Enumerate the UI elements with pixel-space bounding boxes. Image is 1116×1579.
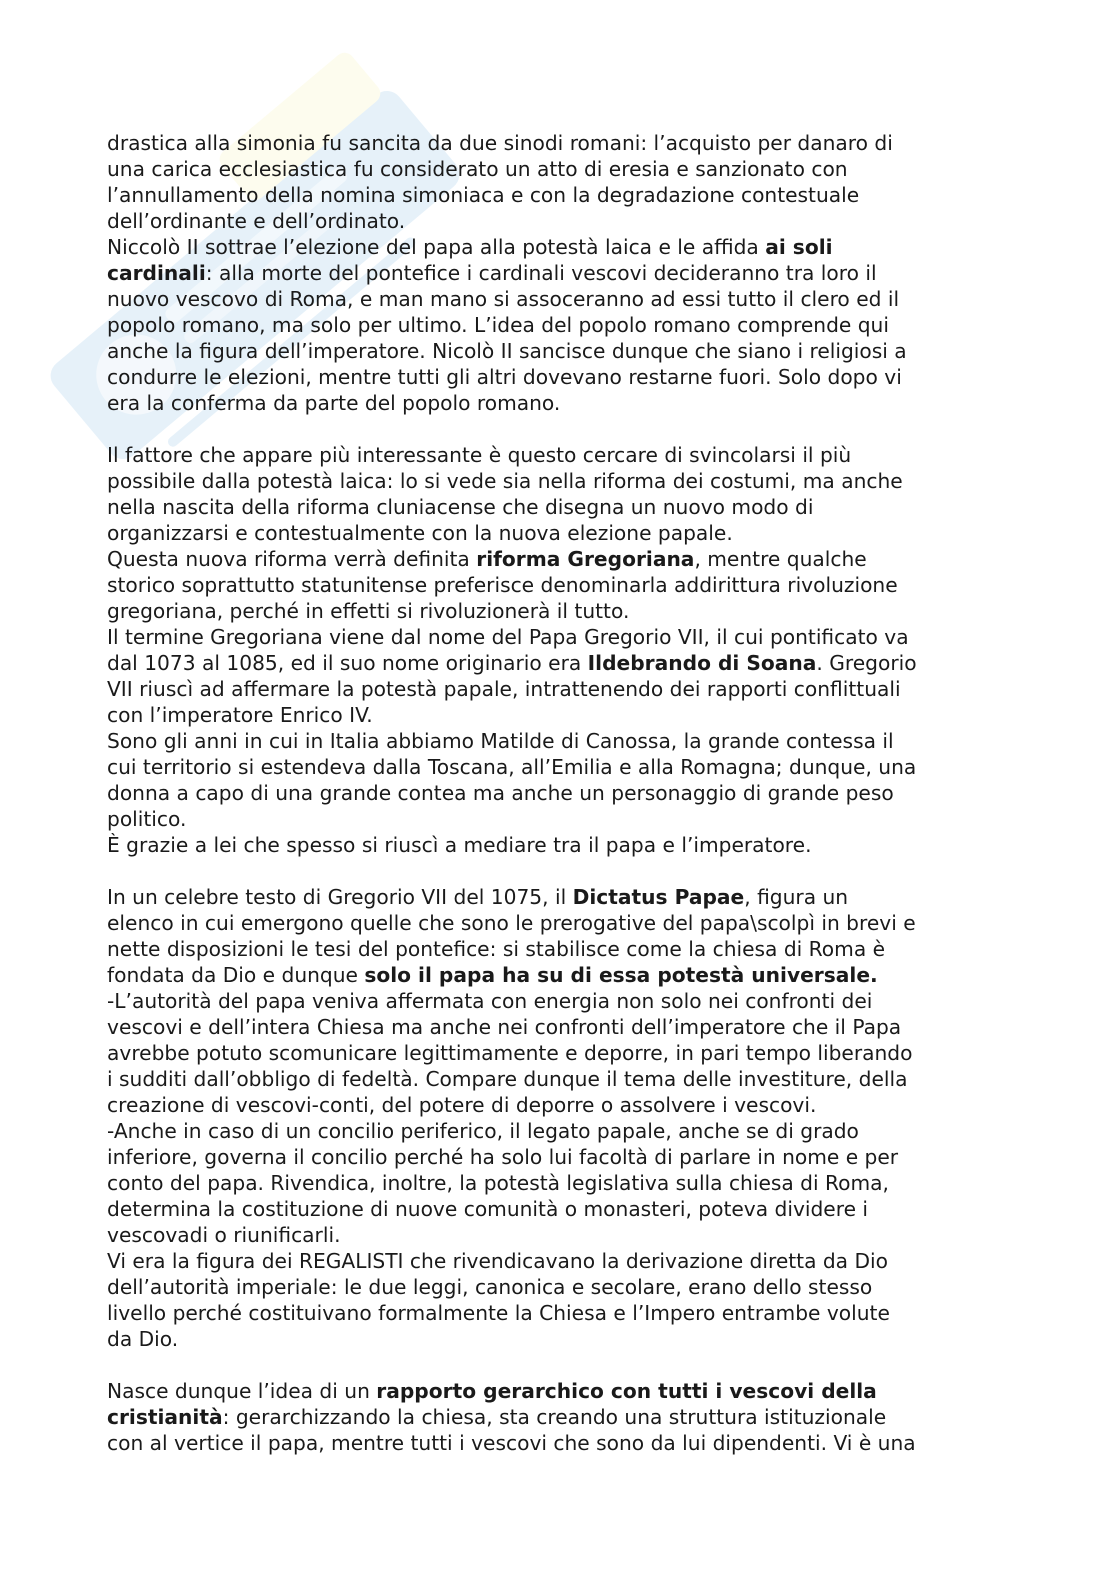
text-run: con l’imperatore Enrico IV.: [107, 703, 373, 727]
paragraph-spacer: [107, 416, 1012, 442]
text-line: [107, 1378, 1012, 1404]
bold-text: Ildebrando di Soana: [587, 651, 817, 675]
paragraph: [107, 884, 1012, 1352]
text-run: condurre le elezioni, mentre tutti gli altri dovevano restarne fuori. Solo dopo vi: [107, 365, 902, 389]
text-line: [107, 1404, 1012, 1430]
text-run: fondata da Dio e dunque: [107, 963, 365, 987]
text-run: In un celebre testo di Gregorio VII del 1075, il: [107, 885, 573, 909]
text-run: Sono gli anni in cui in Italia abbiamo Matilde di Canossa, la grande contessa il: [107, 729, 894, 753]
bold-text: cristianità: [107, 1405, 223, 1429]
text-run: una carica ecclesiastica fu considerato un atto di eresia e sanzionato con: [107, 157, 848, 181]
text-run: livello perché costituivano formalmente la Chiesa e l’Impero entrambe volute: [107, 1301, 890, 1325]
text-run: , figura un: [744, 885, 849, 909]
text-line: [107, 806, 1012, 832]
bold-text: cardinali: [107, 261, 206, 285]
text-line: [107, 208, 1012, 234]
text-line: [107, 338, 1012, 364]
text-line: [107, 312, 1012, 338]
text-line: [107, 156, 1012, 182]
text-run: era la conferma da parte del popolo romano.: [107, 391, 561, 415]
text-line: [107, 1040, 1012, 1066]
text-run: dell’autorità imperiale: le due leggi, canonica e secolare, erano dello stesso: [107, 1275, 873, 1299]
bold-text: solo il papa ha su di essa potestà universale.: [364, 963, 878, 987]
text-line: [107, 962, 1012, 988]
text-line: [107, 624, 1012, 650]
text-line: [107, 988, 1012, 1014]
text-run: da Dio.: [107, 1327, 179, 1351]
text-run: Nasce dunque l’idea di un: [107, 1379, 377, 1403]
paragraph: [107, 130, 1012, 416]
text-line: [107, 702, 1012, 728]
text-line: [107, 390, 1012, 416]
text-line: [107, 468, 1012, 494]
text-line: [107, 546, 1012, 572]
text-run: dell’ordinante e dell’ordinato.: [107, 209, 406, 233]
text-run: drastica alla simonia fu sancita da due sinodi romani: l’acquisto per danaro di: [107, 131, 893, 155]
text-run: i sudditi dall’obbligo di fedeltà. Compare dunque il tema delle investiture, della: [107, 1067, 908, 1091]
text-run: È grazie a lei che spesso si riuscì a mediare tra il papa e l’imperatore.: [107, 833, 812, 857]
text-run: vescovadi o riunificarli.: [107, 1223, 341, 1247]
text-line: [107, 130, 1012, 156]
text-line: [107, 728, 1012, 754]
paragraph: [107, 442, 1012, 858]
text-line: [107, 520, 1012, 546]
bold-text: rapporto gerarchico con tutti i vescovi della: [376, 1379, 877, 1403]
text-line: [107, 1274, 1012, 1300]
text-line: [107, 286, 1012, 312]
text-run: Questa nuova riforma verrà definita: [107, 547, 477, 571]
text-run: nette disposizioni le tesi del pontefice: si stabilisce come la chiesa di Roma è: [107, 937, 886, 961]
text-line: [107, 1118, 1012, 1144]
text-line: [107, 1248, 1012, 1274]
text-line: [107, 936, 1012, 962]
text-line: [107, 494, 1012, 520]
text-line: [107, 260, 1012, 286]
bold-text: ai soli: [765, 235, 833, 259]
text-line: [107, 780, 1012, 806]
text-run: VII riuscì ad affermare la potestà papale, intrattenendo dei rapporti conflittuali: [107, 677, 901, 701]
bold-text: riforma Gregoriana: [476, 547, 695, 571]
text-run: . Gregorio: [816, 651, 917, 675]
text-line: [107, 1170, 1012, 1196]
text-line: [107, 910, 1012, 936]
text-line: [107, 884, 1012, 910]
text-run: elenco in cui emergono quelle che sono le prerogative del papa\scolpì in brevi e: [107, 911, 916, 935]
text-run: Il fattore che appare più interessante è questo cercare di svincolarsi il più: [107, 443, 852, 467]
text-run: creazione di vescovi-conti, del potere di deporre o assolvere i vescovi.: [107, 1093, 817, 1117]
text-run: storico soprattutto statunitense preferisce denominarla addirittura rivoluzione: [107, 573, 898, 597]
text-line: [107, 754, 1012, 780]
text-line: [107, 832, 1012, 858]
text-run: organizzarsi e contestualmente con la nuova elezione papale.: [107, 521, 733, 545]
paragraph: [107, 1378, 1012, 1456]
text-line: [107, 598, 1012, 624]
text-run: vescovi e dell’intera Chiesa ma anche nei confronti dell’imperatore che il Papa: [107, 1015, 902, 1039]
text-line: [107, 182, 1012, 208]
text-run: anche la figura dell’imperatore. Nicolò II sancisce dunque che siano i religiosi a: [107, 339, 907, 363]
text-line: [107, 364, 1012, 390]
text-line: [107, 1430, 1012, 1456]
text-run: donna a capo di una grande contea ma anche un personaggio di grande peso: [107, 781, 894, 805]
text-run: dal 1073 al 1085, ed il suo nome originario era: [107, 651, 588, 675]
text-run: -Anche in caso di un concilio periferico, il legato papale, anche se di grado: [107, 1119, 859, 1143]
text-line: [107, 1196, 1012, 1222]
text-run: Il termine Gregoriana viene dal nome del Papa Gregorio VII, il cui pontificato va: [107, 625, 909, 649]
text-line: [107, 234, 1012, 260]
text-run: cui territorio si estendeva dalla Toscana, all’Emilia e alla Romagna; dunque, una: [107, 755, 917, 779]
text-run: determina la costituzione di nuove comunità o monasteri, poteva dividere i: [107, 1197, 869, 1221]
text-run: con al vertice il papa, mentre tutti i vescovi che sono da lui dipendenti. Vi è una: [107, 1431, 916, 1455]
text-line: [107, 1144, 1012, 1170]
text-run: Niccolò II sottrae l’elezione del papa alla potestà laica e le affida: [107, 235, 766, 259]
text-run: avrebbe potuto scomunicare legittimamente e deporre, in pari tempo liberando: [107, 1041, 913, 1065]
text-run: : alla morte del pontefice i cardinali vescovi decideranno tra loro il: [205, 261, 877, 285]
text-run: politico.: [107, 807, 187, 831]
paragraph-spacer: [107, 1352, 1012, 1378]
text-run: nuovo vescovo di Roma, e man mano si assoceranno ad essi tutto il clero ed il: [107, 287, 900, 311]
text-line: [107, 676, 1012, 702]
text-line: [107, 1066, 1012, 1092]
text-run: : gerarchizzando la chiesa, sta creando una struttura istituzionale: [222, 1405, 887, 1429]
text-run: popolo romano, ma solo per ultimo. L’idea del popolo romano comprende qui: [107, 313, 889, 337]
text-run: , mentre qualche: [694, 547, 867, 571]
bold-text: Dictatus Papae: [572, 885, 745, 909]
text-run: Vi era la figura dei REGALISTI che rivendicavano la derivazione diretta da Dio: [107, 1249, 888, 1273]
text-run: -L’autorità del papa veniva affermata con energia non solo nei confronti dei: [107, 989, 873, 1013]
paragraph-spacer: [107, 858, 1012, 884]
text-line: [107, 650, 1012, 676]
text-line: [107, 1092, 1012, 1118]
text-line: [107, 572, 1012, 598]
text-run: nella nascita della riforma cluniacense che disegna un nuovo modo di: [107, 495, 814, 519]
text-run: inferiore, governa il concilio perché ha solo lui facoltà di parlare in nome e per: [107, 1145, 899, 1169]
text-run: conto del papa. Rivendica, inoltre, la potestà legislativa sulla chiesa di Roma,: [107, 1171, 889, 1195]
document-body: [107, 130, 1012, 1456]
text-line: [107, 1326, 1012, 1352]
text-line: [107, 1222, 1012, 1248]
text-line: [107, 442, 1012, 468]
text-run: gregoriana, perché in effetti si rivoluzionerà il tutto.: [107, 599, 630, 623]
text-run: l’annullamento della nomina simoniaca e con la degradazione contestuale: [107, 183, 860, 207]
text-run: possibile dalla potestà laica: lo si vede sia nella riforma dei costumi, ma anche: [107, 469, 903, 493]
text-line: [107, 1014, 1012, 1040]
text-line: [107, 1300, 1012, 1326]
